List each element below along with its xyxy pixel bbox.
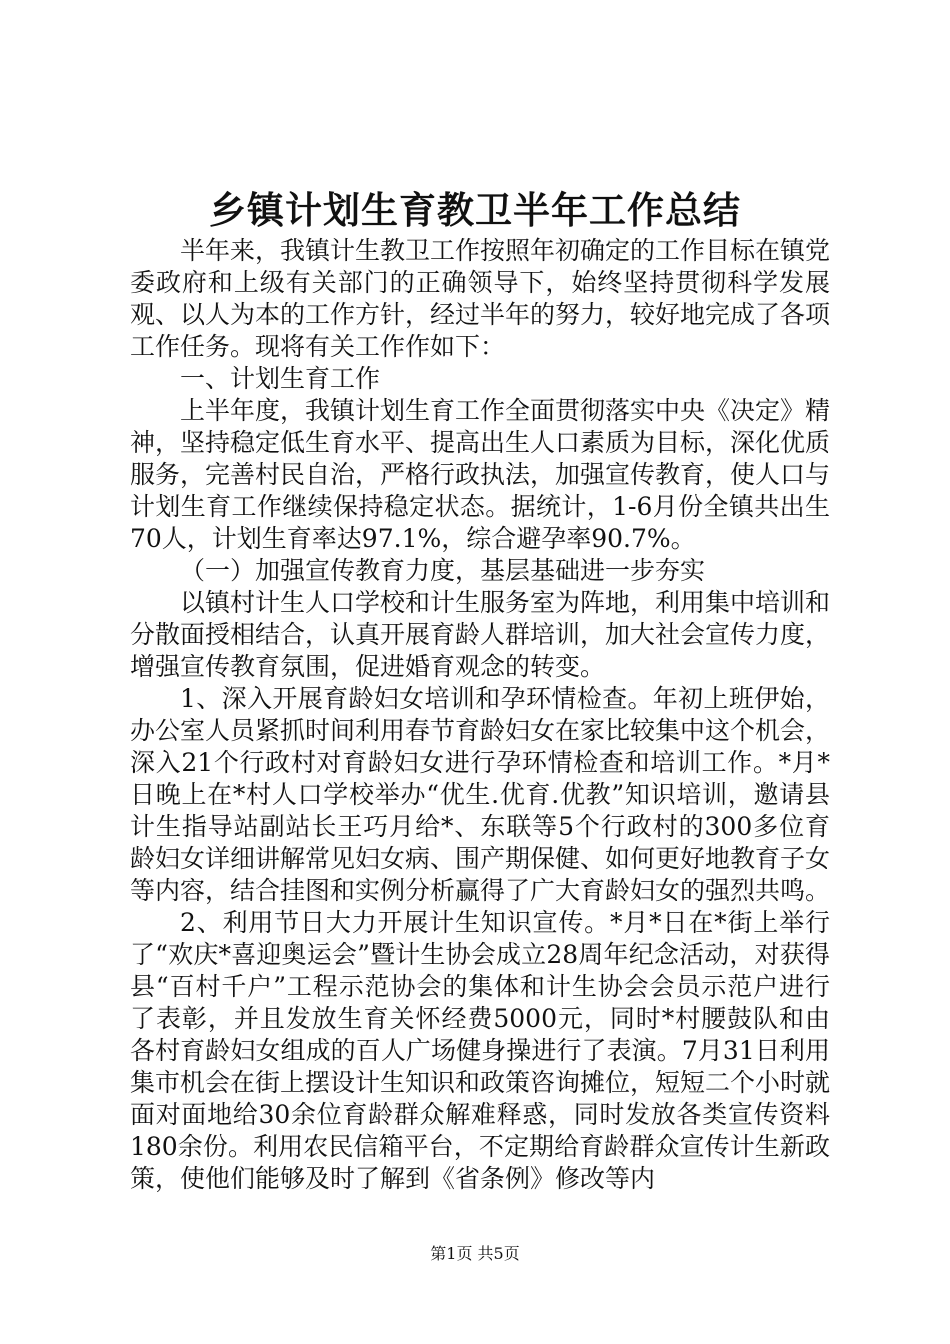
document-title: 乡镇计划生育教卫半年工作总结 xyxy=(209,188,741,232)
item-2-paragraph: 2、利用节日大力开展计生知识宣传。*月*日在*街上举行了“欢庆*喜迎奥运会”暨计生协会成立28周年纪念活动，对获得县“百村千户”工程示范协会的集体和计生协会会员示范户进行了表彰，并且发放生育关怀经费5000元，同时*村腰鼓队和由各村育龄妇女组成的百人广场健身操进行了表演。7月31日利用集市机会在街上摆设计生知识和政策咨询摊位，短短二个小时就面对面地给30余位育龄群众解难释惑，同时发放各类宣传资料180余份。利用农民信箱平台，不定期给育龄群众宣传计生新政策，使他们能够及时了解到《省条例》修改等内 xyxy=(130,908,831,1193)
page-footer: 第1页 共5页 xyxy=(430,1244,520,1263)
section-heading-family-planning: 一、计划生育工作 xyxy=(180,364,381,393)
intro-paragraph: 半年来，我镇计生教卫工作按照年初确定的工作目标在镇党委政府和上级有关部门的正确领导下，始终坚持贯彻科学发展观、以人为本的工作方针，经过半年的努力，较好地完成了各项工作任务。现将有关工作作如下： xyxy=(130,236,831,361)
subsection-heading-education: （一）加强宣传教育力度，基层基础进一步夯实 xyxy=(180,556,706,585)
document-body xyxy=(130,235,830,1195)
family-planning-overview-paragraph: 上半年度，我镇计划生育工作全面贯彻落实中央《决定》精神，坚持稳定低生育水平、提高出生人口素质为目标，深化优质服务，完善村民自治，严格行政执法，加强宣传教育，使人口与计划生育工作继续保持稳定状态。据统计，1-6月份全镇共出生70人，计划生育率达97.1%，综合避孕率90.7%。 xyxy=(130,396,831,553)
education-paragraph: 以镇村计生人口学校和计生服务室为阵地，利用集中培训和分散面授相结合，认真开展育龄人群培训，加大社会宣传力度，增强宣传教育氛围，促进婚育观念的转变。 xyxy=(130,588,831,681)
item-1-paragraph: 1、深入开展育龄妇女培训和孕环情检查。年初上班伊始，办公室人员紧抓时间利用春节育龄妇女在家比较集中这个机会，深入21个行政村对育龄妇女进行孕环情检查和培训工作。*月*日晚上在*村人口学校举办“优生.优育.优教”知识培训，邀请县计生指导站副站长王巧月给*、东联等5个行政村的300多位育龄妇女详细讲解常见妇女病、围产期保健、如何更好地教育子女等内容，结合挂图和实例分析赢得了广大育龄妇女的强烈共鸣。 xyxy=(130,684,831,905)
